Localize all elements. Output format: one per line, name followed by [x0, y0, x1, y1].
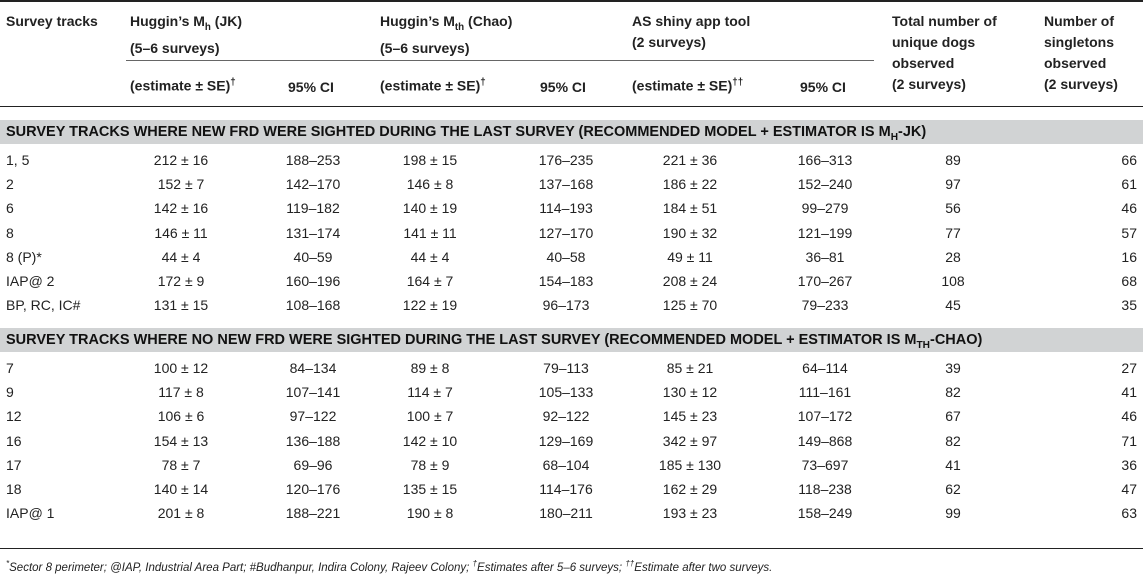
cell-chao-estimate: 141 ± 11 [403, 224, 457, 241]
table-row [0, 196, 1143, 220]
subheader-as-ci: 95% CI [800, 79, 846, 95]
cell-track: 12 [6, 408, 22, 425]
cell-jk-estimate: 78 ± 7 [161, 456, 201, 473]
cell-as-ci: 64–114 [802, 360, 848, 376]
cell-singletons: 46 [1121, 408, 1137, 425]
cell-track: 17 [6, 456, 22, 473]
header-total-dogs: Total number of unique dogs observed (2 surveys) [892, 13, 997, 92]
cell-chao-ci: 154–183 [538, 273, 594, 289]
header-as-shiny: AS shiny app tool (2 surveys) [632, 13, 751, 50]
cell-jk-estimate: 100 ± 12 [153, 360, 209, 376]
cell-jk-ci: 136–188 [285, 432, 341, 449]
cell-jk-estimate: 212 ± 16 [153, 152, 209, 168]
cell-chao-ci: 137–168 [538, 176, 594, 193]
cell-as-estimate: 85 ± 21 [666, 360, 714, 376]
table-row [0, 221, 1143, 245]
table-row [0, 356, 1143, 380]
cell-chao-estimate: 100 ± 7 [406, 408, 454, 425]
cell-jk-ci: 188–221 [285, 505, 341, 522]
subheader-jk-estimate: (estimate ± SE)† [130, 77, 236, 94]
cell-chao-estimate: 140 ± 19 [402, 200, 458, 217]
cell-as-estimate: 145 ± 23 [662, 408, 718, 425]
cell-track: 8 [6, 224, 14, 241]
cell-chao-estimate: 78 ± 9 [410, 456, 450, 473]
cell-track: 7 [6, 360, 14, 376]
cell-as-estimate: 125 ± 70 [662, 297, 718, 314]
cell-total-dogs: 108 [941, 273, 965, 289]
table-bottom-rule [0, 548, 1143, 549]
cell-chao-estimate: 142 ± 10 [402, 432, 458, 449]
cell-as-ci: 166–313 [797, 152, 853, 168]
cell-as-ci: 111–161 [798, 384, 852, 401]
header-partial-rule [126, 60, 874, 61]
cell-total-dogs: 28 [945, 248, 961, 265]
cell-singletons: 46 [1121, 200, 1137, 217]
cell-chao-ci: 129–169 [538, 432, 594, 449]
cell-singletons: 35 [1121, 297, 1137, 314]
cell-track: 16 [6, 432, 22, 449]
cell-track: 9 [6, 384, 14, 401]
cell-chao-ci: 96–173 [542, 297, 590, 314]
cell-as-estimate: 130 ± 12 [662, 384, 718, 401]
cell-jk-ci: 97–122 [289, 408, 337, 425]
cell-singletons: 47 [1121, 481, 1137, 497]
cell-chao-ci: 68–104 [542, 456, 590, 473]
table-row [0, 293, 1143, 317]
cell-singletons: 41 [1121, 384, 1137, 401]
cell-track: IAP@ 2 [6, 273, 55, 289]
header-huggins-mth: Huggin’s $M_{th}$ (Chao) (5–6 surveys) [380, 13, 513, 56]
cell-chao-ci: 79–113 [543, 360, 589, 376]
cell-total-dogs: 82 [945, 384, 961, 401]
cell-total-dogs: 77 [945, 224, 961, 241]
cell-jk-estimate: 117 ± 8 [158, 384, 204, 401]
subheader-as-estimate: (estimate ± SE)†† [632, 77, 744, 94]
cell-as-ci: 118–238 [798, 481, 852, 497]
cell-chao-estimate: 44 ± 4 [410, 248, 450, 265]
cell-chao-estimate: 114 ± 7 [407, 384, 453, 401]
table-row [0, 404, 1143, 428]
cell-as-ci: 170–267 [797, 273, 853, 289]
cell-jk-estimate: 142 ± 16 [153, 200, 209, 217]
cell-jk-estimate: 106 ± 6 [157, 408, 205, 425]
cell-jk-ci: 108–168 [285, 297, 341, 314]
cell-track: 18 [6, 481, 22, 497]
cell-chao-estimate: 135 ± 15 [402, 481, 458, 497]
cell-jk-ci: 131–174 [285, 224, 341, 241]
cell-as-estimate: 184 ± 51 [662, 200, 718, 217]
cell-singletons: 27 [1121, 360, 1137, 376]
cell-jk-estimate: 152 ± 7 [157, 176, 205, 193]
cell-singletons: 57 [1121, 224, 1137, 241]
cell-as-estimate: 193 ± 23 [662, 505, 718, 522]
cell-singletons: 63 [1121, 505, 1137, 522]
cell-as-ci: 152–240 [797, 176, 853, 193]
cell-jk-estimate: 131 ± 15 [153, 297, 209, 314]
cell-jk-ci: 142–170 [285, 176, 341, 193]
cell-singletons: 16 [1121, 248, 1137, 265]
table-row [0, 477, 1143, 501]
subheader-chao-ci: 95% CI [540, 79, 586, 95]
cell-track: 2 [6, 176, 14, 193]
table-row [0, 429, 1143, 453]
cell-as-ci: 149–868 [797, 432, 853, 449]
cell-chao-ci: 114–193 [539, 200, 593, 217]
cell-as-ci: 121–199 [797, 224, 853, 241]
cell-jk-ci: 107–141 [285, 384, 341, 401]
cell-jk-ci: 160–196 [285, 273, 341, 289]
cell-total-dogs: 56 [945, 200, 961, 217]
cell-jk-estimate: 172 ± 9 [157, 273, 205, 289]
section-title: SURVEY TRACKS WHERE NEW FRD WERE SIGHTED DURING THE LAST SURVEY (RECOMMENDED MODEL + ESTIMATOR IS $M_H-JK$) [6, 124, 927, 143]
cell-as-ci: 107–172 [797, 408, 853, 425]
cell-as-ci: 36–81 [805, 248, 845, 265]
cell-total-dogs: 39 [945, 360, 961, 376]
section-band [0, 120, 1143, 144]
cell-chao-ci: 180–211 [539, 505, 593, 522]
cell-as-ci: 79–233 [801, 297, 849, 314]
cell-singletons: 68 [1121, 273, 1137, 289]
cell-chao-estimate: 122 ± 19 [402, 297, 458, 314]
cell-total-dogs: 41 [945, 456, 961, 473]
subheader-jk-ci: 95% CI [288, 79, 334, 95]
top-rule [0, 0, 1143, 2]
cell-jk-estimate: 146 ± 11 [154, 224, 208, 241]
cell-track: 8 (P)* [6, 248, 42, 265]
cell-total-dogs: 45 [945, 297, 961, 314]
cell-jk-ci: 120–176 [285, 481, 341, 497]
cell-chao-estimate: 89 ± 8 [410, 360, 450, 376]
cell-as-estimate: 342 ± 97 [662, 432, 718, 449]
cell-as-estimate: 221 ± 36 [662, 152, 718, 168]
header-huggins-mh: Huggin’s $M_h$ (JK) (5–6 surveys) [130, 13, 243, 56]
cell-chao-ci: 92–122 [542, 408, 590, 425]
cell-chao-estimate: 198 ± 15 [402, 152, 458, 168]
cell-as-estimate: 49 ± 11 [667, 248, 713, 265]
section-band [0, 328, 1143, 352]
cell-singletons: 36 [1121, 456, 1137, 473]
cell-track: BP, RC, IC# [6, 297, 81, 314]
cell-jk-ci: 188–253 [285, 152, 341, 168]
cell-total-dogs: 89 [945, 152, 961, 168]
cell-chao-ci: 176–235 [538, 152, 594, 168]
cell-chao-estimate: 146 ± 8 [406, 176, 454, 193]
table-row [0, 501, 1143, 525]
cell-as-ci: 73–697 [801, 456, 849, 473]
cell-jk-estimate: 201 ± 8 [157, 505, 205, 522]
cell-total-dogs: 67 [945, 408, 961, 425]
cell-as-ci: 158–249 [797, 505, 853, 522]
table-row [0, 453, 1143, 477]
subheader-chao-estimate: (estimate ± SE)† [380, 77, 486, 94]
table-row [0, 172, 1143, 196]
cell-track: IAP@ 1 [6, 505, 55, 522]
cell-jk-estimate: 44 ± 4 [161, 248, 201, 265]
cell-as-estimate: 185 ± 130 [658, 456, 722, 473]
header-bottom-rule [0, 106, 1143, 107]
cell-singletons: 71 [1121, 432, 1137, 449]
cell-as-estimate: 190 ± 32 [662, 224, 718, 241]
cell-total-dogs: 97 [945, 176, 961, 193]
cell-singletons: 61 [1121, 176, 1137, 193]
cell-chao-estimate: 190 ± 8 [406, 505, 454, 522]
cell-chao-ci: 40–58 [546, 248, 586, 265]
cell-jk-ci: 40–59 [293, 248, 333, 265]
header-singletons: Number of singletons observed (2 surveys) [1044, 13, 1118, 92]
cell-as-ci: 99–279 [801, 200, 849, 217]
cell-as-estimate: 186 ± 22 [662, 176, 718, 193]
table-row [0, 269, 1143, 293]
cell-jk-ci: 119–182 [286, 200, 340, 217]
cell-jk-ci: 84–134 [289, 360, 337, 376]
table-row [0, 245, 1143, 269]
cell-chao-ci: 105–133 [538, 384, 594, 401]
cell-jk-ci: 69–96 [293, 456, 333, 473]
cell-jk-estimate: 140 ± 14 [153, 481, 209, 497]
cell-singletons: 66 [1121, 152, 1137, 168]
cell-track: 6 [6, 200, 14, 217]
header-survey-tracks: Survey tracks [6, 13, 98, 29]
cell-total-dogs: 82 [945, 432, 961, 449]
cell-jk-estimate: 154 ± 13 [153, 432, 209, 449]
cell-total-dogs: 99 [945, 505, 961, 522]
cell-chao-ci: 127–170 [538, 224, 594, 241]
table-row [0, 148, 1143, 172]
cell-track: 1, 5 [6, 152, 30, 168]
table-row [0, 380, 1143, 404]
cell-as-estimate: 208 ± 24 [662, 273, 718, 289]
cell-total-dogs: 62 [945, 481, 961, 497]
footnote: *Sector 8 perimeter; @IAP, Industrial Area Part; #Budhanpur, Indira Colony, Rajeev Colony; †Estimates after 5–6 surveys; ††Estimate after two surveys. [6, 559, 773, 574]
section-title: SURVEY TRACKS WHERE NO NEW FRD WERE SIGHTED DURING THE LAST SURVEY (RECOMMENDED MODEL + ESTIMATOR IS $M_{TH}-CHAO$) [6, 332, 983, 351]
cell-as-estimate: 162 ± 29 [662, 481, 718, 497]
cell-chao-ci: 114–176 [539, 481, 593, 497]
cell-chao-estimate: 164 ± 7 [406, 273, 454, 289]
